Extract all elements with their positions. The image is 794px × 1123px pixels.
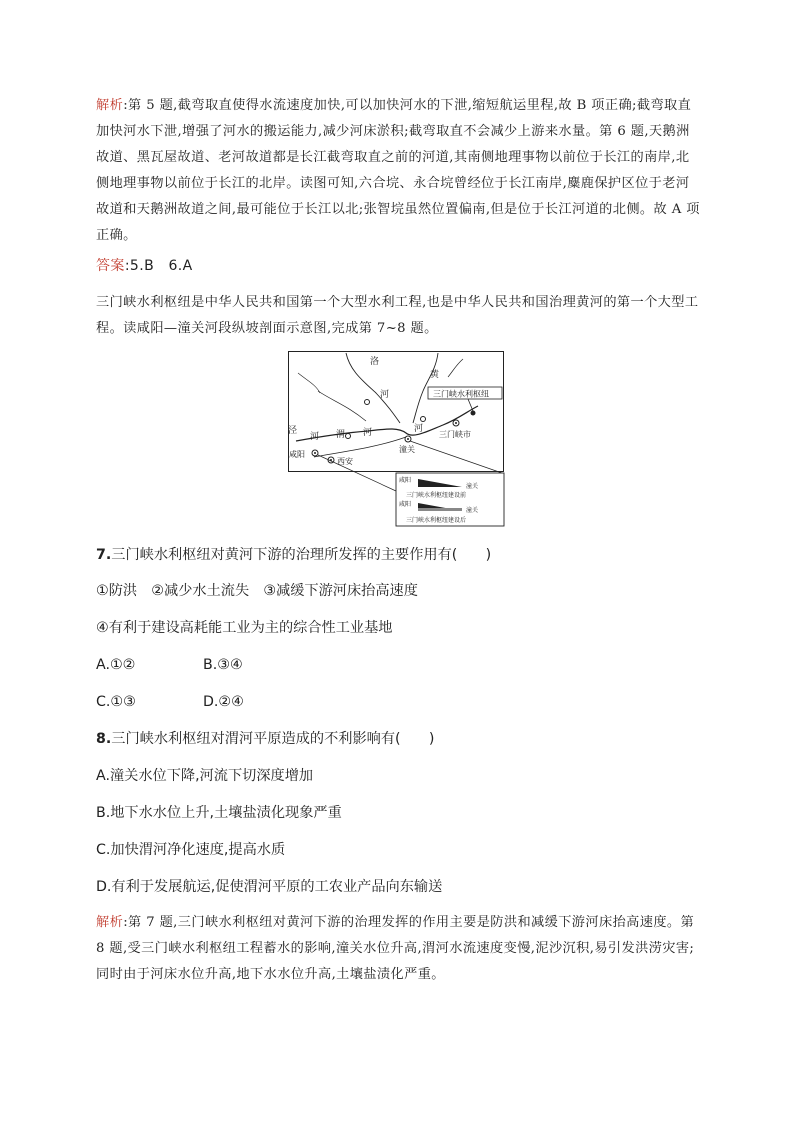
sanmenxia-city-label: 三门峡市 [439,430,471,439]
question-7-items-1: ①防洪 ②减少水土流失 ③减缓下游河床抬高速度 [96,583,418,599]
xian-label: 西安 [337,457,353,466]
analysis-label: 解析 [96,915,124,930]
question-7-text: 三门峡水利枢纽对黄河下游的治理所发挥的主要作用有( ) [111,547,492,563]
question-7-stem [96,545,491,565]
xianyang-label: 咸阳 [289,450,305,459]
wei-he-label-1: 河 [310,432,320,442]
question-7-option-d[interactable]: D.②④ [203,694,244,710]
analysis-paragraph-2 [96,910,700,988]
analysis-label: 解析 [96,98,124,113]
question-8-option-b[interactable]: B.地下水水位上升,土壤盐渍化现象严重 [96,805,342,821]
huang-label: 黄 [430,370,440,380]
answer-line [96,253,700,279]
answer-text: :5.B 6.A [124,258,193,274]
intro-paragraph: 三门峡水利枢纽是中华人民共和国第一个大型水利工程,也是中华人民共和国治理黄河的第一个大型工程。读咸阳—潼关河段纵坡剖面示意图,完成第 7~8 题。 [96,295,699,336]
wei-label: 渭 [336,430,346,440]
tongguan-label: 潼关 [399,445,415,454]
question-8-stem [96,729,434,749]
profile-before-left: 咸阳 [399,477,412,484]
analysis-text: :第 7 题,三门峡水利枢纽对黄河下游的治理发挥的作用主要是防洪和减缓下游河床抬高速度。第 8 题,受三门峡水利枢纽工程蓄水的影响,潼关水位升高,渭河水流速度变慢,泥沙沉积,易引发洪涝灾害;同时由于河床水位升高,地下水水位升高,土壤盐渍化严重。 [96,915,695,982]
dam-marker [471,411,476,416]
dam-label: 三门峡水利枢纽 [433,389,489,399]
question-7-number: 7. [96,547,112,563]
question-8-option-a[interactable]: A.潼关水位下降,河流下切深度增加 [96,768,314,784]
map-figure [288,351,506,527]
profile-after-right: 潼关 [466,507,479,514]
wei-he-label-2: 河 [363,428,373,438]
profile-after-caption: 三门峡水利枢纽建设后 [406,517,467,524]
question-7-option-a[interactable]: A.①② [96,657,136,673]
jing-label: 泾 [288,426,298,436]
question-8-option-d[interactable]: D.有利于发展航运,促使渭河平原的工农业产品向东输送 [96,879,443,895]
profile-before-caption: 三门峡水利枢纽建设前 [406,492,467,499]
profile-before-right: 潼关 [466,483,479,490]
question-7-option-b[interactable]: B.③④ [203,657,243,673]
city-marker [346,434,351,439]
question-7-items-2: ④有利于建设高耗能工业为主的综合性工业基地 [96,620,393,636]
answer-label: 答案 [96,258,125,274]
question-7-option-c[interactable]: C.①③ [96,694,136,710]
city-marker [421,417,426,422]
luo-label: 洛 [370,357,380,367]
profile-after-left: 咸阳 [399,501,412,508]
question-8-option-c[interactable]: C.加快渭河净化速度,提高水质 [96,842,286,858]
analysis-paragraph-1 [96,93,700,249]
profile-after-sediment [418,508,462,511]
analysis-text: :第 5 题,截弯取直使得水流速度加快,可以加快河水的下泄,缩短航运里程,故 B 项正确;截弯取直加快河水下泄,增强了河水的搬运能力,减少河床淤积;截弯取直不会减少上游来水量。第 6 题,天鹅洲故道、黑瓦屋故道、老河故道都是长江截弯取直之前的河道,其南侧地理事物以前位于长江的南岸,北侧地理事物以前位于长江的北岸。读图可知,六合垸、永合垸曾经位于长江南岸,麋鹿保护区位于老河故道和天鹅洲故道之间,最可能位于长江以北;张智垸虽然位置偏南,但是位于长江河道的北侧。故 A 项正确。 [96,98,700,243]
question-8-text: 三门峡水利枢纽对渭河平原造成的不利影响有( ) [111,731,435,747]
huang-he-label: 河 [414,424,424,434]
question-8-number: 8. [96,731,112,747]
city-marker [365,400,370,405]
luo-he-label: 河 [380,390,390,400]
